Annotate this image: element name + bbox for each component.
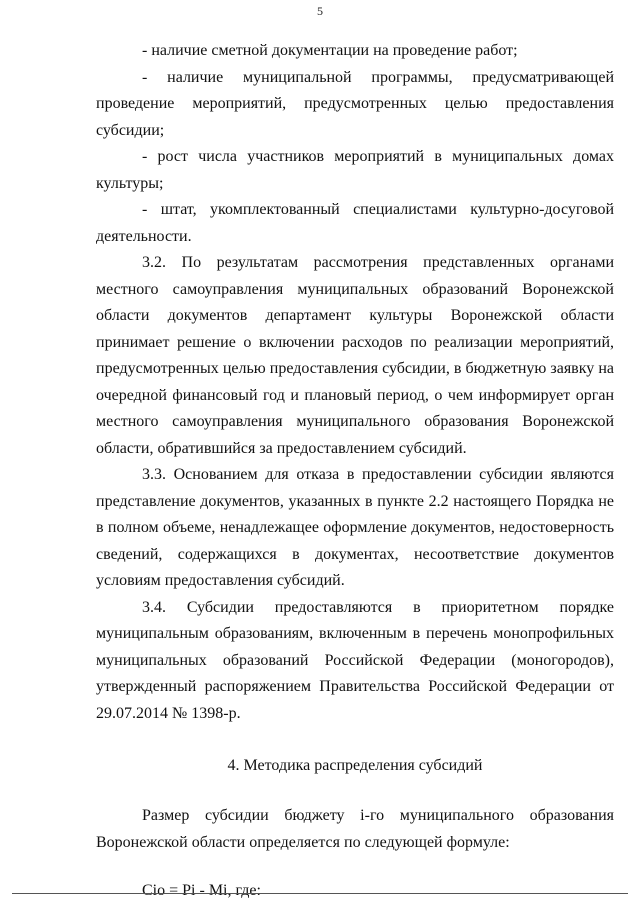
clause-3-4: 3.4. Субсидии предоставляются в приоритетном порядке муниципальным образованиям, включенным в перечень монопрофильных муниципальных образований Российской Федерации (моногородов), утвержденный распоряжением Правительства Российской Федерации от 29.07.2014 № 1398-р. [96,598,614,722]
page-number: 5 [317,4,323,18]
list-item-municipal-program: - наличие муниципальной программы, предусматривающей проведение мероприятий, предусмотренных целью предоставления субсидии; [96,68,614,139]
clause-3-3: 3.3. Основанием для отказа в предоставлении субсидии являются представление документов, указанных в пункте 2.2 настоящего Порядка не в полном объеме, ненадлежащее оформление документов, недостоверность сведений, содержащихся в документах, несоответствие документов условиям предоставления субсидий. [96,466,614,589]
list-item-participants-growth: - рост числа участников мероприятий в муниципальных домах культуры; [96,148,614,192]
clause-3-2: 3.2. По результатам рассмотрения представленных органами местного самоуправления муниципальных образований Воронежской области документов департамент культуры Воронежской области принимает решение о включении расходов по реализации мероприятий, предусмотренных целью предоставления субсидии, в бюджетную заявку на очередной финансовый год и плановый период, о чем информирует орган местного самоуправления муниципального образования Воронежской области, обратившийся за предоставлением субсидий. [96,254,614,457]
footer-rule [12,893,628,894]
formula-line: Сio = Pi - Mi, где: [142,882,261,899]
methodology-paragraph: Размер субсидии бюджету i-го муниципального образования Воронежской области определяется по следующей формуле: [96,807,614,851]
list-item-estimate-docs: - наличие сметной документации на проведение работ; [142,42,518,59]
list-item-staff: - штат, укомплектованный специалистами культурно-досуговой деятельности. [96,201,614,245]
document-body [96,38,614,904]
section-heading: 4. Методика распределения субсидий [227,757,483,774]
